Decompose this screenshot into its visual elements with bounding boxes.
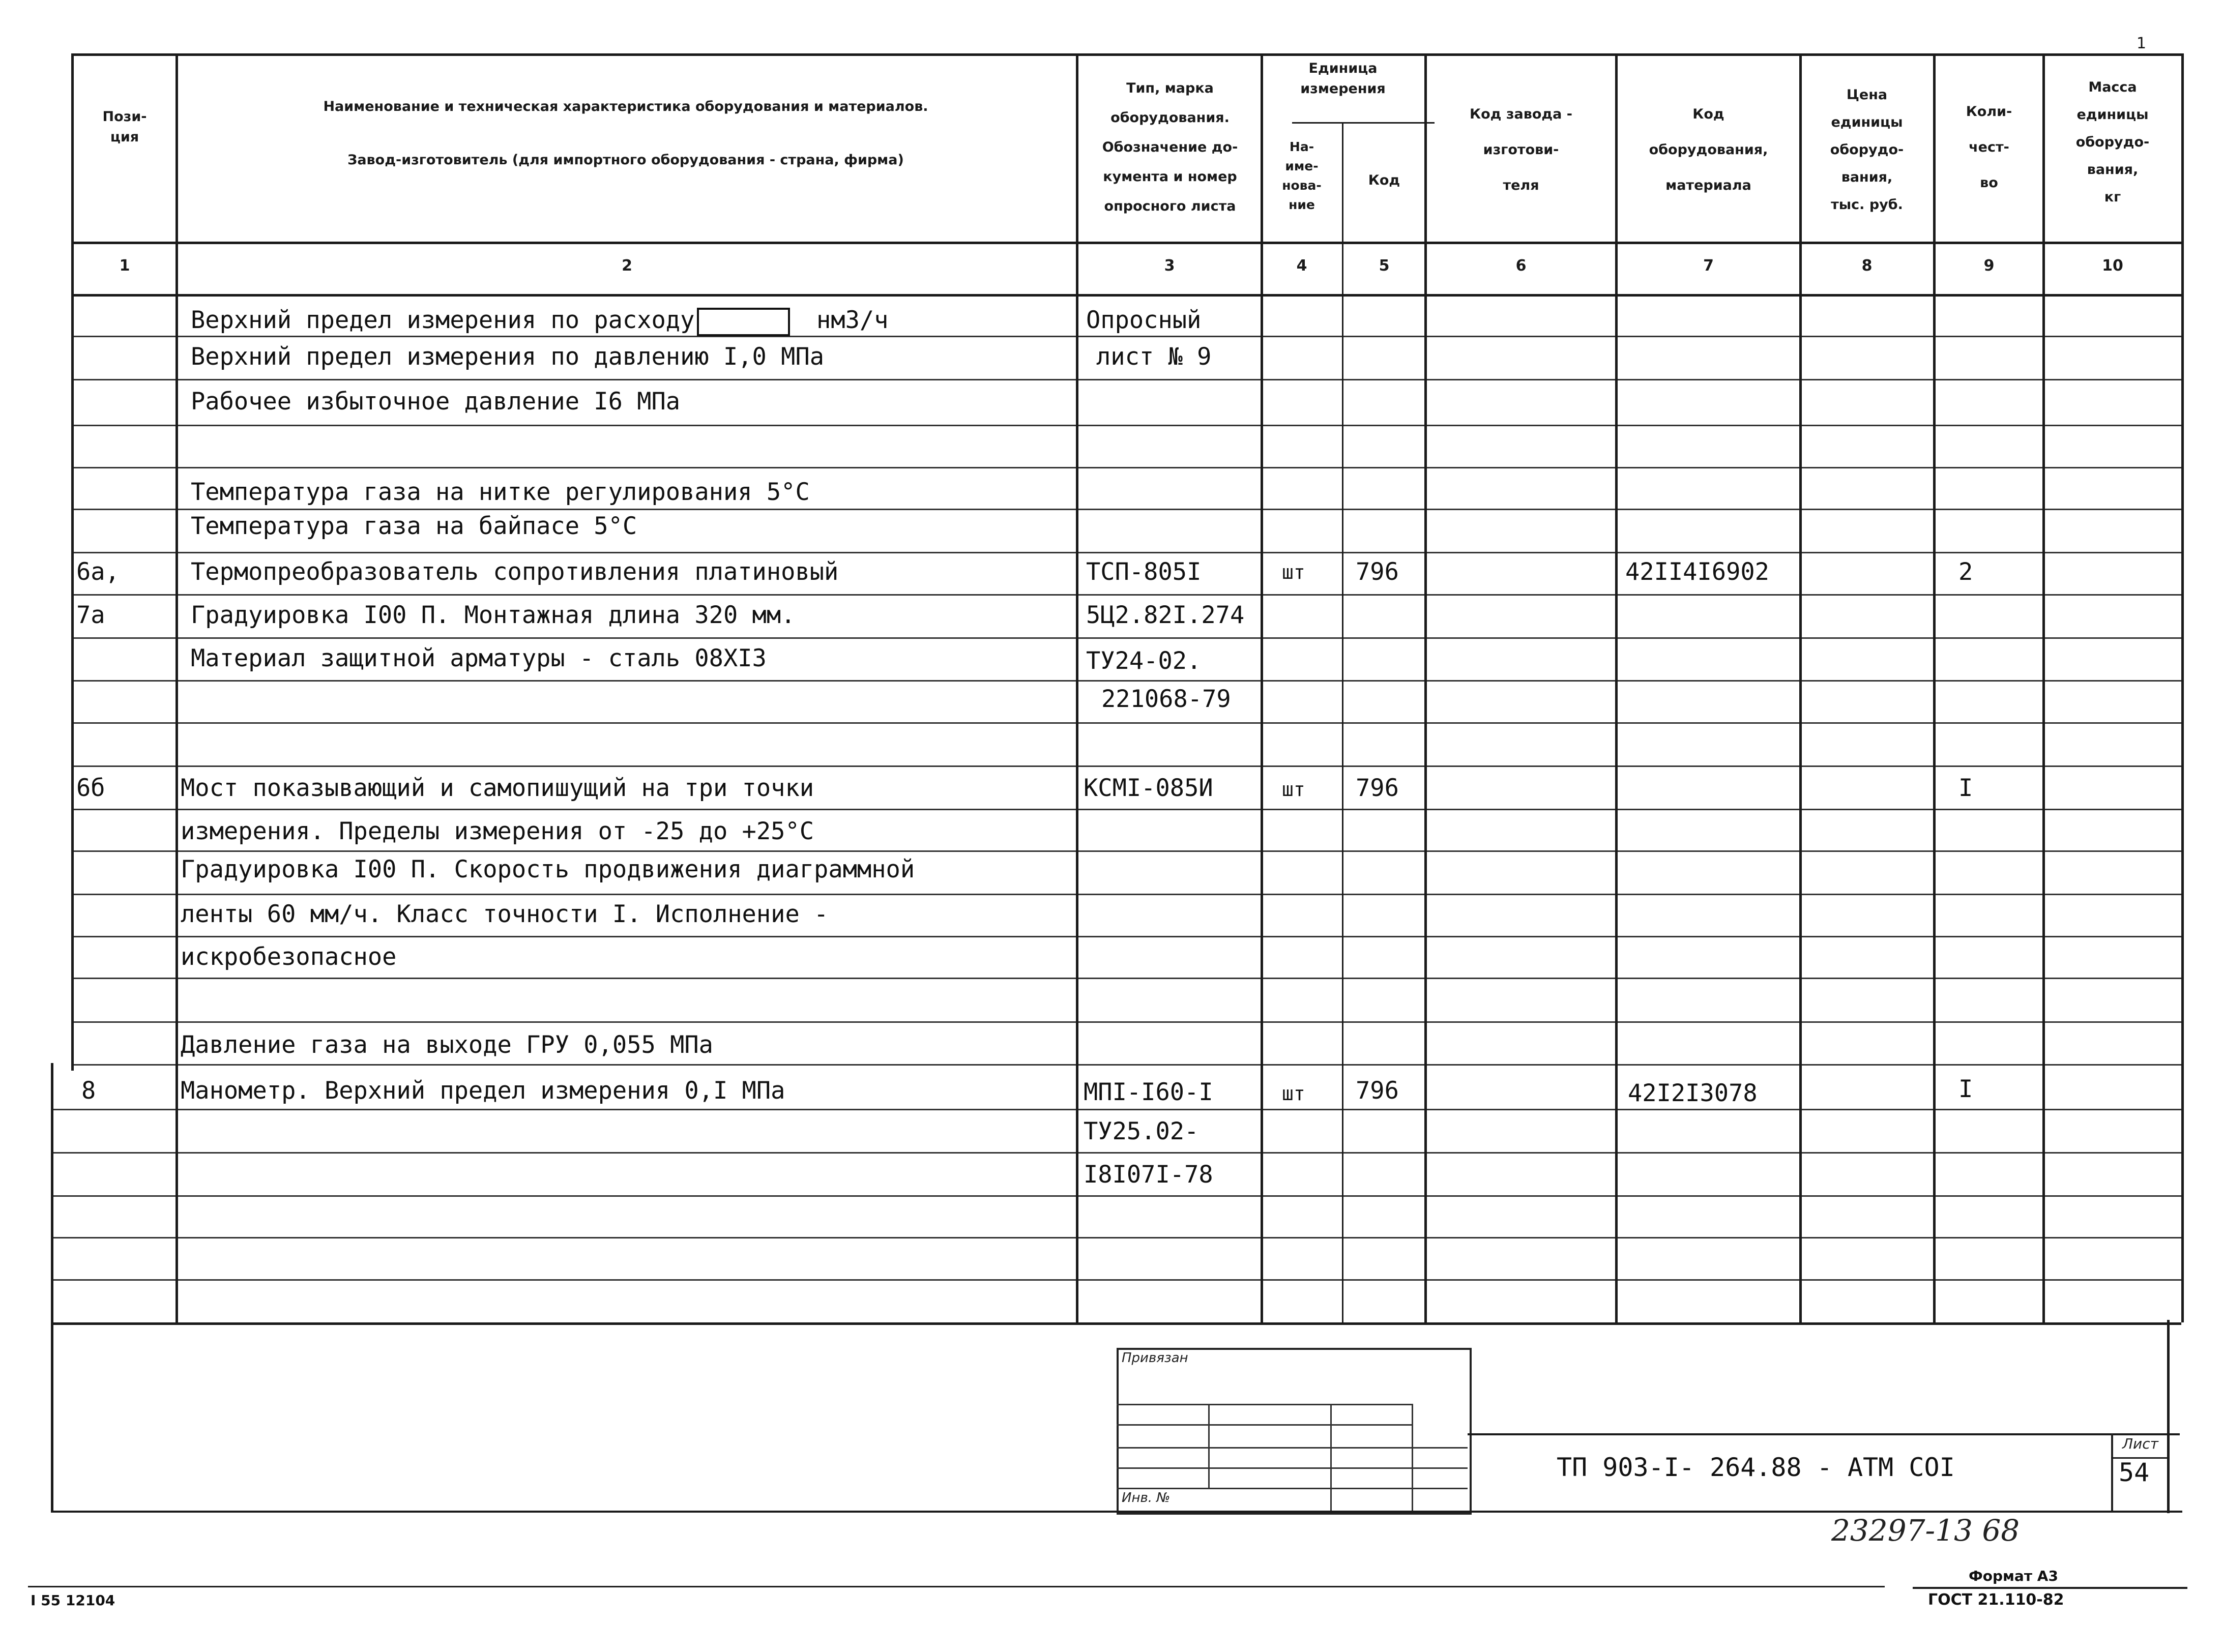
row-unit: шт (1282, 561, 1305, 583)
row-unit-code: 796 (1356, 1077, 1399, 1105)
stamp-privyazan: Привязан (1122, 1350, 1188, 1366)
row-doc: ТУ25.02- (1084, 1117, 1199, 1145)
col-number: 9 (1983, 257, 1995, 275)
header-manufacturer-code: Код завода - изготови- теля (1470, 106, 1572, 193)
header-unit-group: Единица измерения (1300, 61, 1386, 97)
sheet-label: Лист (2122, 1435, 2158, 1452)
row-quantity: I (1958, 774, 1973, 802)
format-label: Формат А3 (1969, 1568, 2058, 1584)
row-name: Мост показывающий и самопишущий на три точки (181, 774, 814, 802)
handwritten-number: 23297-13 68 (1831, 1513, 2020, 1548)
col-number: 7 (1703, 257, 1714, 275)
row-equipment-code: 42II4I6902 (1625, 558, 1769, 586)
col-number: 3 (1164, 257, 1175, 275)
sheet-number: 54 (2119, 1458, 2150, 1487)
row-name: Температура газа на нитке регулирования 5°С (191, 478, 810, 506)
row-name: Материал защитной арматуры - сталь 08ХI3 (191, 644, 767, 672)
row-doc: ТСП-805I (1086, 558, 1202, 586)
col-number: 1 (119, 257, 130, 275)
row-doc: 221068-79 (1101, 685, 1231, 713)
flow-value-box (697, 308, 790, 336)
header-name-line1: Наименование и техническая характеристика оборудования и материалов. (323, 99, 928, 114)
row-name: Верхний предел измерения по давлению I,0 МПа (191, 343, 825, 371)
header-position: Пози- ция (102, 109, 147, 145)
row-doc: Опросный (1086, 306, 1202, 334)
row-doc: КСМI-085И (1084, 774, 1213, 802)
row-unit-code: 796 (1356, 558, 1399, 586)
row-position: 6а, (76, 558, 120, 586)
col-number: 5 (1379, 257, 1390, 275)
row-name: Давление газа на выходе ГРУ 0,055 МПа (181, 1031, 713, 1059)
row-equipment-code: 42I2I3078 (1628, 1079, 1758, 1107)
row-name: Температура газа на байпасе 5°С (191, 512, 637, 540)
header-unit-price: Цена единицы оборудо- вания, тыс. руб. (1830, 87, 1904, 213)
row-name: Рабочее избыточное давление I6 МПа (191, 388, 681, 416)
col-number: 6 (1515, 257, 1527, 275)
row-unit: шт (1282, 778, 1305, 801)
col-number: 2 (622, 257, 632, 275)
header-unit-name: На- име- нова- ние (1282, 139, 1322, 212)
row-unit-code: 796 (1356, 774, 1399, 802)
row-name: Градуировка I00 П. Монтажная длина 320 мм. (191, 601, 796, 629)
row-quantity: 2 (1958, 558, 1973, 586)
col-number: 4 (1296, 257, 1307, 275)
row-name: искробезопасное (181, 943, 397, 971)
row-doc: I8I07I-78 (1084, 1161, 1213, 1189)
print-code: I 55 12104 (31, 1592, 115, 1609)
row-name: ленты 60 мм/ч. Класс точности I. Исполнение - (181, 900, 829, 928)
header-unit-code: Код (1368, 172, 1400, 188)
row-name: измерения. Пределы измерения от -25 до +25°С (181, 817, 814, 845)
header-name-line2: Завод-изготовитель (для импортного оборудования - страна, фирма) (347, 152, 904, 168)
row-doc: 5Ц2.82I.274 (1086, 601, 1245, 629)
row-unit: шт (1282, 1082, 1305, 1105)
row-name-unit: нм3/ч (816, 306, 889, 334)
stamp-inv-number: Инв. № (1122, 1490, 1171, 1506)
col-number: 8 (1861, 257, 1873, 275)
header-type-mark: Тип, марка оборудования. Обозначение до- кумента и номер опросного листа (1102, 80, 1238, 214)
col-number: 10 (2102, 257, 2123, 275)
header-quantity: Коли- чест- во (1966, 104, 2012, 191)
row-position: 7а (76, 601, 105, 629)
row-name: Верхний предел измерения по расходу (191, 306, 695, 334)
document-code: ТП 903-I- 264.88 - АТМ СОI (1557, 1453, 1955, 1482)
row-doc: ТУ24-02. (1086, 647, 1202, 675)
row-position: 8 (81, 1077, 96, 1105)
header-mass: Масса единицы оборудо- вания, кг (2075, 79, 2150, 205)
gost-label: ГОСТ 21.110-82 (1928, 1591, 2064, 1609)
row-position: 6б (76, 774, 105, 802)
header-equipment-code: Код оборудования, материала (1649, 106, 1768, 193)
row-name: Термопреобразователь сопротивления платиновый (191, 558, 839, 586)
row-doc: лист № 9 (1096, 343, 1212, 371)
row-doc: МПI-I60-I (1084, 1078, 1213, 1106)
row-name: Градуировка I00 П. Скорость продвижения диаграммной (181, 855, 915, 883)
top-mark: 1 (2137, 35, 2147, 52)
row-name: Манометр. Верхний предел измерения 0,I МПа (181, 1077, 785, 1105)
row-quantity: I (1958, 1075, 1973, 1103)
